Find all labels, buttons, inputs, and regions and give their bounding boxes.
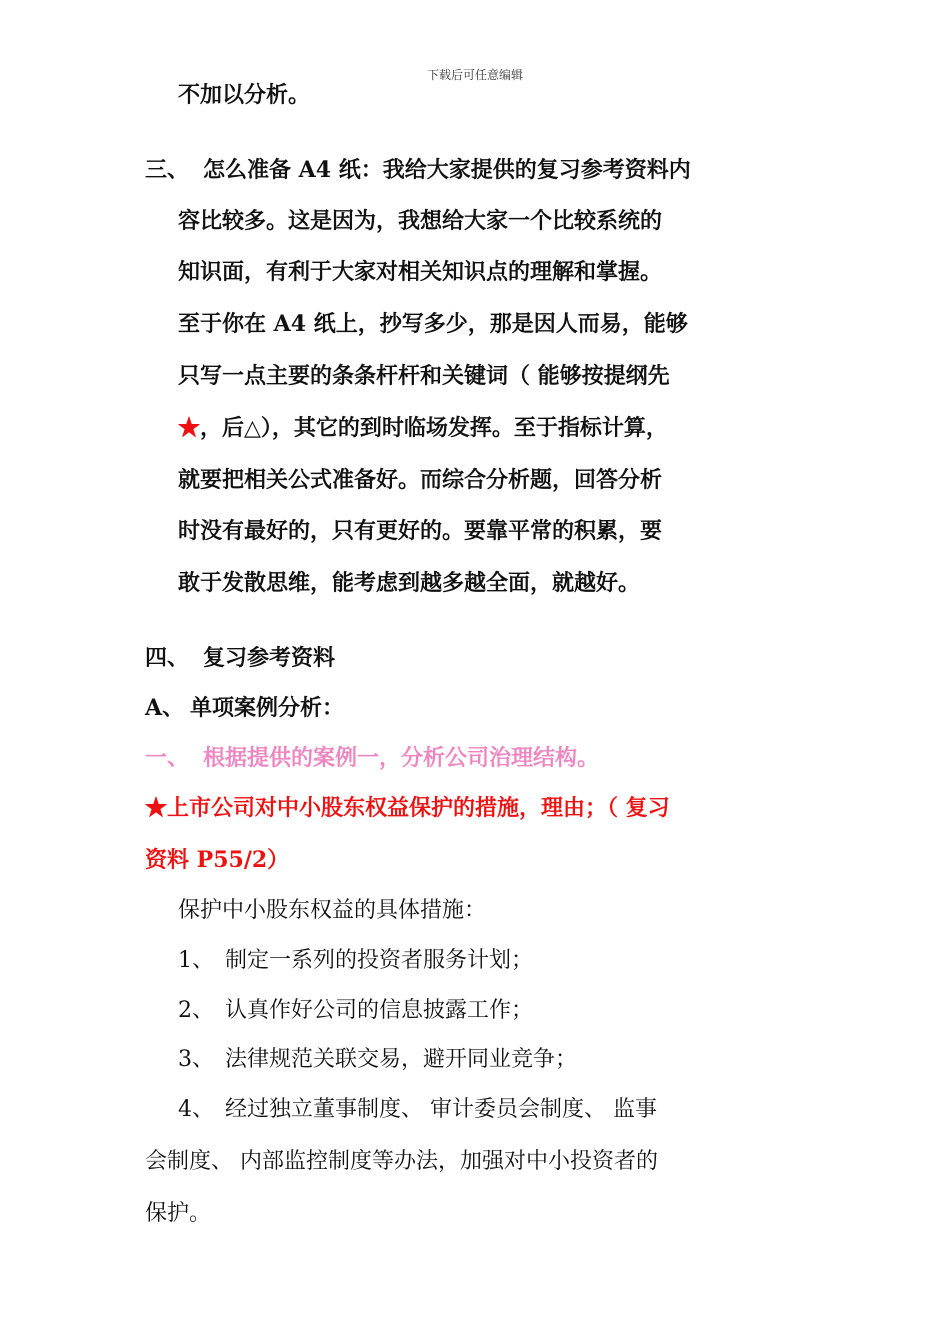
answer-item-2-text: 认真作好公司的信息披露工作； [225, 998, 534, 1023]
answer-item-1-number: 1、 [178, 948, 214, 973]
answer-item-4-number: 4、 [178, 1097, 214, 1122]
question-line-2: 资料 P55/2） [145, 847, 290, 873]
section-3-line-6-text: ，后△），其它的到时临场发挥。至于指标计算， [200, 415, 668, 441]
section-3-line-5: 只写一点主要的条条杆杆和关键词（ 能够按提纲先 [178, 363, 670, 389]
section-3-line-1: 怎么准备 A4 纸：我给大家提供的复习参考资料内 [203, 157, 691, 183]
section-4-title: 复习参考资料 [203, 645, 336, 671]
section-3-line-3: 知识面，有利于大家对相关知识点的理解和掌握。 [178, 259, 663, 285]
answer-intro: 保护中小股东权益的具体措施： [178, 898, 487, 923]
answer-continuation-1: 会制度、 内部监控制度等办法，加强对中小投资者的 [145, 1149, 658, 1174]
section-4-number: 四、 [145, 645, 190, 671]
section-3-line-7: 就要把相关公式准备好。而综合分析题，回答分析 [178, 467, 663, 493]
section-a-title: 单项案例分析： [190, 695, 345, 721]
question-line-1: ★上市公司对中小股东权益保护的措施，理由；（ 复习 [145, 795, 670, 821]
page-header: 下载后可任意编辑 [426, 68, 523, 82]
section-3-line-6 [178, 413, 668, 443]
answer-continuation-2: 保护。 [145, 1201, 212, 1226]
case-1-number: 一、 [145, 745, 190, 771]
section-3-line-8: 时没有最好的，只有更好的。要靠平常的积累，要 [178, 518, 663, 544]
answer-item-3-text: 法律规范关联交易，避开同业竞争； [225, 1047, 578, 1072]
answer-item-3-number: 3、 [178, 1047, 214, 1072]
answer-item-1-text: 制定一系列的投资者服务计划； [225, 948, 534, 973]
star-icon: ★ [178, 415, 201, 441]
section-3-line-2: 容比较多。这是因为，我想给大家一个比较系统的 [178, 208, 663, 234]
answer-item-4-text: 经过独立董事制度、 审计委员会制度、 监事 [225, 1097, 657, 1122]
section-a-number: A、 [145, 695, 185, 721]
previous-paragraph-tail: 不加以分析。 [178, 82, 311, 108]
case-1-title: 根据提供的案例一，分析公司治理结构。 [203, 745, 600, 771]
answer-item-2-number: 2、 [178, 998, 214, 1023]
section-3-line-4: 至于你在 A4 纸上，抄写多少，那是因人而易，能够 [178, 311, 688, 337]
section-3-line-9: 敢于发散思维，能考虑到越多越全面，就越好。 [178, 570, 641, 596]
section-3-number: 三、 [145, 157, 190, 183]
